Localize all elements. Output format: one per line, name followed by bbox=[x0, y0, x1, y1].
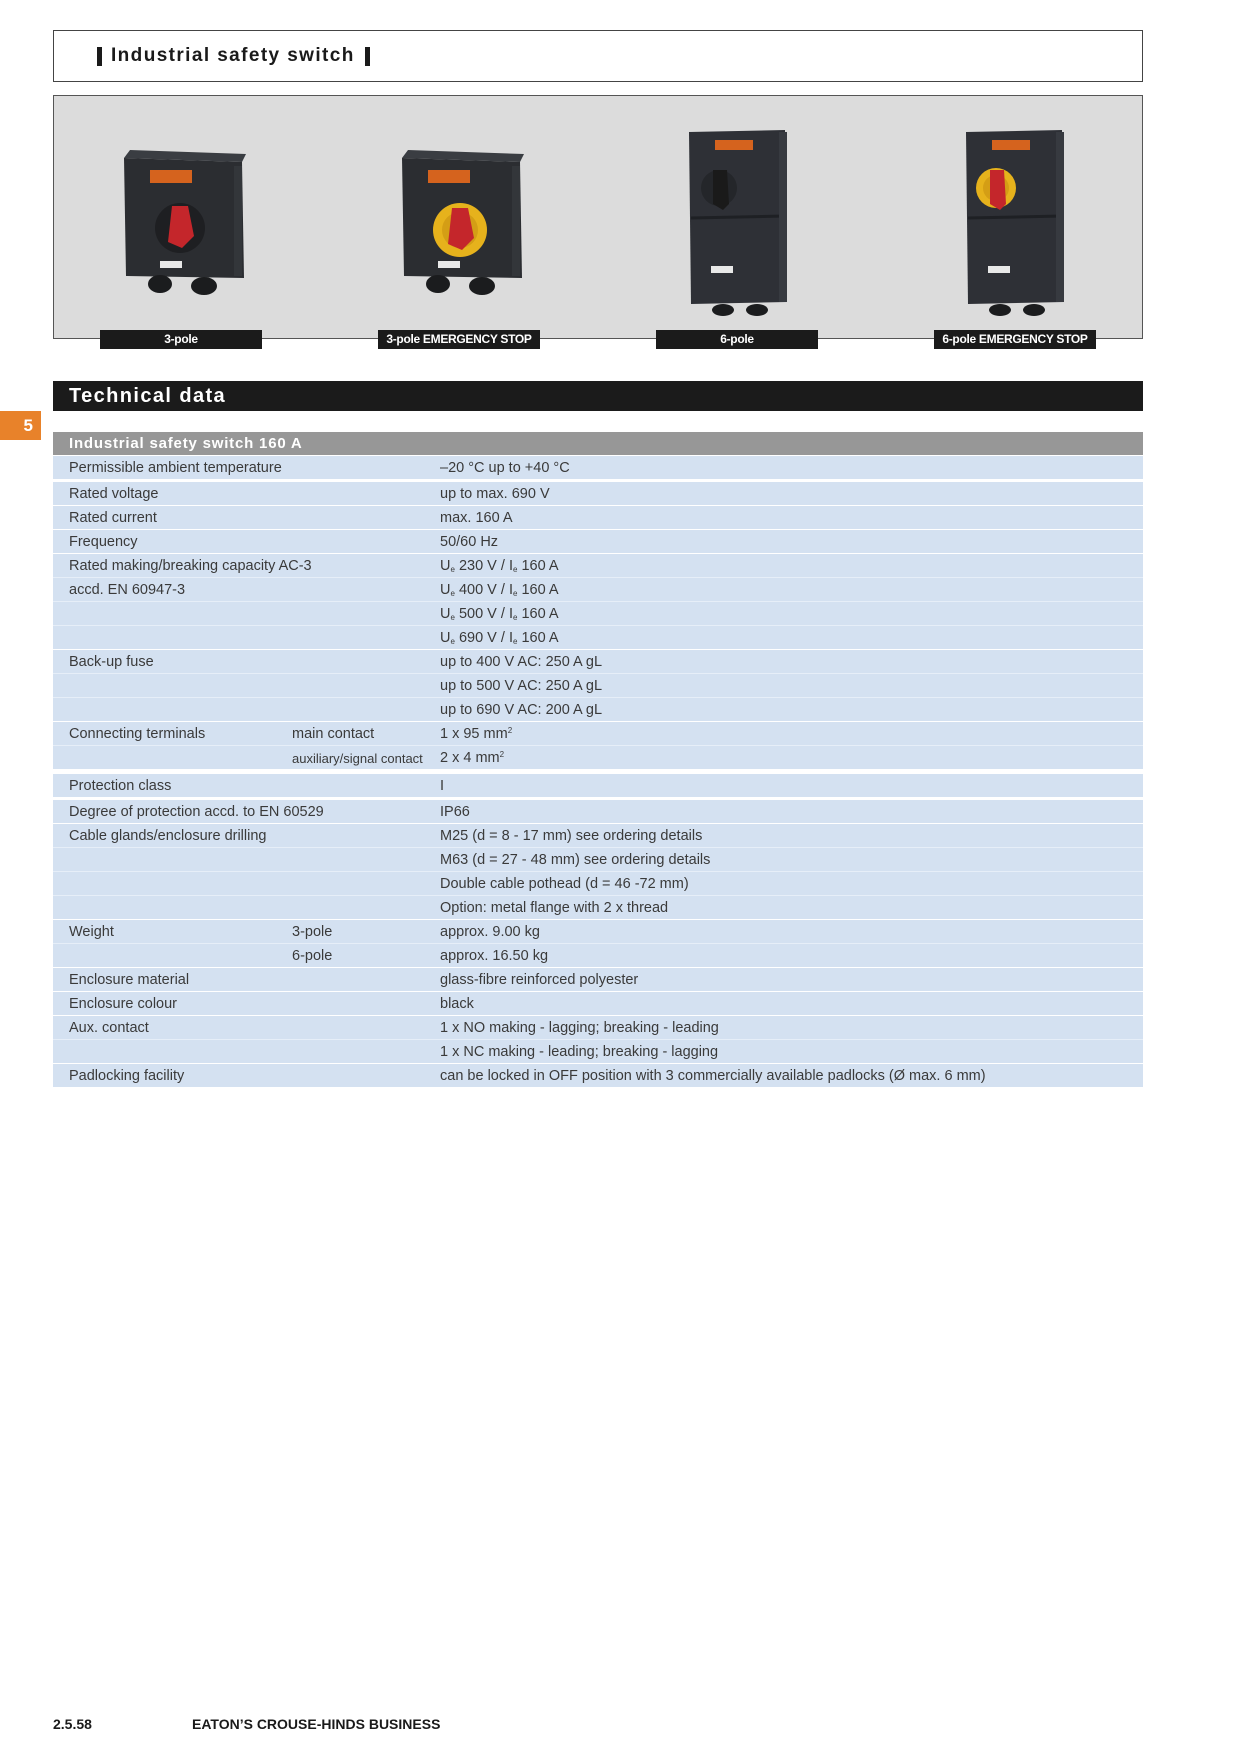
row-label: Degree of protection accd. to EN 60529 bbox=[69, 804, 324, 820]
row-label: Rated voltage bbox=[69, 486, 159, 502]
row-label: Padlocking facility bbox=[69, 1068, 185, 1084]
product-image-panel bbox=[53, 95, 1143, 339]
row-value: IP66 bbox=[440, 804, 470, 820]
table-row bbox=[53, 769, 1143, 797]
row-label: Connecting terminals bbox=[69, 726, 206, 742]
row-sublabel: main contact bbox=[292, 726, 375, 742]
row-value: 1 x NO making - lagging; breaking - leading bbox=[440, 1020, 719, 1036]
table-row bbox=[53, 649, 1143, 673]
table-row bbox=[53, 919, 1143, 943]
product-image-3-pole bbox=[120, 148, 250, 298]
table-row bbox=[53, 871, 1143, 895]
product-image-6-pole bbox=[685, 126, 795, 316]
table-row bbox=[53, 697, 1143, 721]
row-value: $U_e$ 500 V / $I_e$ 160 A bbox=[440, 606, 559, 622]
row-sublabel: 6-pole bbox=[292, 948, 333, 964]
table-row bbox=[53, 553, 1143, 577]
row-label: Rated current bbox=[69, 510, 157, 526]
row-value: M25 (d = 8 - 17 mm) see ordering details bbox=[440, 828, 703, 844]
footer-brand: EATON’S CROUSE-HINDS BUSINESS bbox=[192, 1716, 441, 1732]
row-value: up to 690 V AC: 200 A gL bbox=[440, 702, 603, 718]
section-bar bbox=[53, 381, 1143, 411]
page-number: 2.5.58 bbox=[53, 1716, 92, 1732]
table-row bbox=[53, 967, 1143, 991]
row-value: $U_e$ 400 V / $I_e$ 160 A bbox=[440, 582, 559, 598]
row-value: $U_e$ 230 V / $I_e$ 160 A bbox=[440, 558, 559, 574]
table-row bbox=[53, 455, 1143, 479]
row-label: Protection class bbox=[69, 778, 172, 794]
table-heading bbox=[53, 432, 1143, 455]
row-label: Enclosure colour bbox=[69, 996, 177, 1012]
handle-6-pole-emergency bbox=[990, 170, 1006, 210]
chapter-tab: 5 bbox=[0, 411, 41, 440]
table-row bbox=[53, 1015, 1143, 1039]
row-label: Cable glands/enclosure drilling bbox=[69, 828, 267, 844]
row-sublabel: auxiliary/signal contact bbox=[292, 751, 423, 766]
row-value: up to 500 V AC: 250 A gL bbox=[440, 678, 603, 694]
row-value: Double cable pothead (d = 46 -72 mm) bbox=[440, 876, 689, 892]
row-label: Aux. contact bbox=[69, 1020, 149, 1036]
row-value: –20 °C up to +40 °C bbox=[440, 460, 570, 476]
row-label: Enclosure material bbox=[69, 972, 190, 988]
table-row bbox=[53, 505, 1143, 529]
row-value: 1 x 95 $mm^2$ bbox=[440, 726, 513, 742]
title-bar-right bbox=[365, 47, 370, 66]
row-label: accd. EN 60947-3 bbox=[69, 582, 186, 598]
row-value: max. 160 A bbox=[440, 510, 513, 526]
row-value: I bbox=[440, 778, 445, 794]
row-label: Back-up fuse bbox=[69, 654, 154, 670]
title-bar-left bbox=[97, 47, 102, 66]
table-row bbox=[53, 943, 1143, 967]
row-value: $U_e$ 690 V / $I_e$ 160 A bbox=[440, 630, 559, 646]
table-row bbox=[53, 991, 1143, 1015]
row-value: approx. 16.50 kg bbox=[440, 948, 549, 964]
caption-3-pole-emergency-stop: 3-pole EMERGENCY STOP bbox=[378, 330, 540, 349]
product-image-6-pole-emergency-stop bbox=[962, 126, 1072, 316]
row-value: 2 x 4 $mm^2$ bbox=[440, 750, 505, 766]
row-value: M63 (d = 27 - 48 mm) see ordering details bbox=[440, 852, 711, 868]
caption-6-pole-emergency-stop: 6-pole EMERGENCY STOP bbox=[934, 330, 1096, 349]
row-value: approx. 9.00 kg bbox=[440, 924, 540, 940]
table-row bbox=[53, 577, 1143, 601]
row-value: black bbox=[440, 996, 474, 1012]
row-sublabel: 3-pole bbox=[292, 924, 333, 940]
table-row bbox=[53, 625, 1143, 649]
spec-table bbox=[53, 455, 1143, 1087]
table-row bbox=[53, 823, 1143, 847]
handle-6-pole bbox=[713, 170, 729, 210]
header-title-wrap bbox=[97, 45, 370, 67]
row-label: Frequency bbox=[69, 534, 138, 550]
table-heading-text: Industrial safety switch 160 A bbox=[69, 435, 303, 452]
table-row bbox=[53, 529, 1143, 553]
row-label: Rated making/breaking capacity AC-3 bbox=[69, 558, 312, 574]
table-row bbox=[53, 745, 1143, 769]
table-row bbox=[53, 673, 1143, 697]
table-row bbox=[53, 721, 1143, 745]
row-value: can be locked in OFF position with 3 commercially available padlocks (Ø max. 6 mm) bbox=[440, 1068, 986, 1084]
page-title: Industrial safety switch bbox=[111, 45, 355, 66]
caption-3-pole: 3-pole bbox=[100, 330, 262, 349]
table-row bbox=[53, 1063, 1143, 1087]
row-value: 50/60 Hz bbox=[440, 534, 499, 550]
table-row bbox=[53, 847, 1143, 871]
row-value: 1 x NC making - leading; breaking - lagging bbox=[440, 1044, 719, 1060]
caption-6-pole: 6-pole bbox=[656, 330, 818, 349]
row-value: glass-fibre reinforced polyester bbox=[440, 972, 639, 988]
row-value: up to 400 V AC: 250 A gL bbox=[440, 654, 603, 670]
section-title: Technical data bbox=[69, 385, 227, 407]
table-row bbox=[53, 1039, 1143, 1063]
row-label: Weight bbox=[69, 924, 114, 940]
header-box bbox=[53, 30, 1143, 82]
row-value: up to max. 690 V bbox=[440, 486, 550, 502]
table-row bbox=[53, 797, 1143, 823]
row-value: Option: metal flange with 2 x thread bbox=[440, 900, 669, 916]
row-label: Permissible ambient temperature bbox=[69, 460, 282, 476]
table-row bbox=[53, 479, 1143, 505]
product-image-3-pole-emergency-stop bbox=[398, 148, 528, 298]
table-row bbox=[53, 895, 1143, 919]
table-row bbox=[53, 601, 1143, 625]
